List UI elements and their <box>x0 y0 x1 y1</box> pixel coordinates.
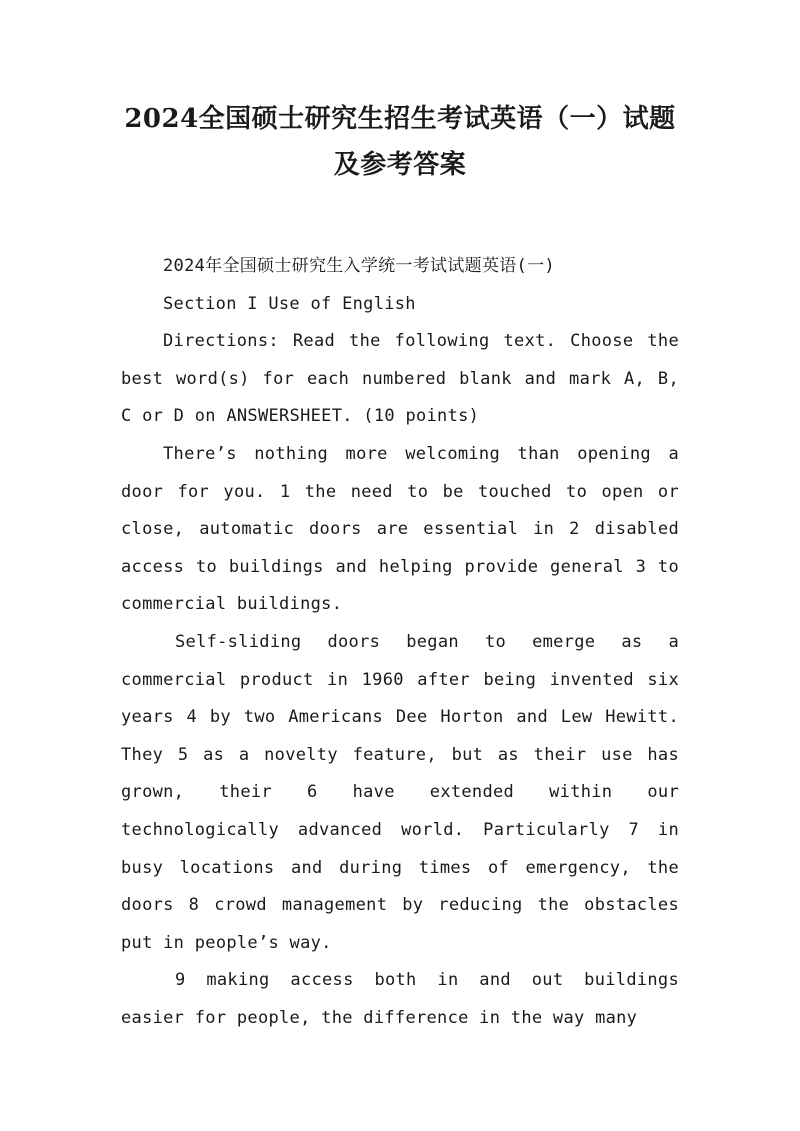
directions-paragraph: Directions: Read the following text. Choose the best word(s) for each numbered blank and mark A, B, C or D on ANSWERSHEET. (10 points) <box>121 331 679 427</box>
passage-paragraph-2: Self-sliding doors began to emerge as a commercial product in 1960 after being invented six years 4 by two Americans Dee Horton and Lew Hewitt. They 5 as a novelty feature, but as their use has grown, their 6 have extended within our technologically advanced world. Particularly 7 in busy locations and during times of emergency, the doors 8 crowd management by reducing the obstacles put in people’s way. <box>121 631 679 953</box>
document-title: 2024全国硕士研究生招生考试英语（一）试题及参考答案 <box>124 104 676 180</box>
passage-paragraph-1: There’s nothing more welcoming than opening a door for you. 1 the need to be touched to open or close, automatic doors are essential in 2 disabled access to buildings and helping provide general 3 to commercial buildings. <box>121 443 679 615</box>
document-page <box>121 96 679 1037</box>
exam-name: 2024年全国硕士研究生入学统一考试试题英语(一) <box>163 256 555 276</box>
section-heading: Section I Use of English <box>163 293 416 314</box>
passage-paragraph-3: 9 making access both in and out buildings easier for people, the difference in the way many <box>121 970 679 1028</box>
document-body <box>121 248 679 1037</box>
